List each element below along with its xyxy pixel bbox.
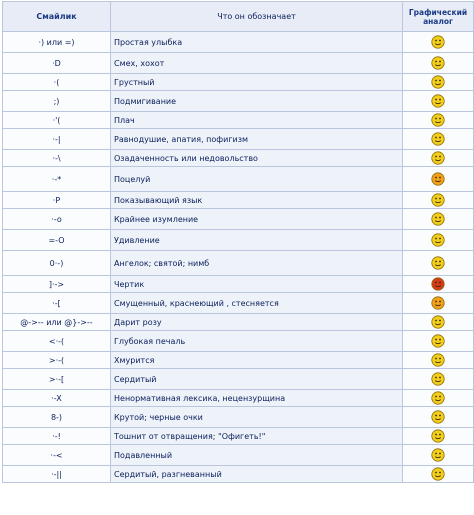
smiley-meaning: Ангелок; святой; нимб	[111, 251, 403, 276]
smiley-code: 8-)	[3, 407, 111, 428]
table-row	[3, 53, 474, 74]
table-row	[3, 167, 474, 192]
table-row	[3, 209, 474, 230]
smiley-icon-cell	[403, 192, 474, 209]
smiley-icon-cell	[403, 369, 474, 390]
smiley-meaning: Ненормативная лексика, нецензурщина	[111, 390, 403, 407]
smiley-icon-cell	[403, 428, 474, 445]
table-row	[3, 230, 474, 251]
table-row	[3, 369, 474, 390]
header-meaning: Что он обозначает	[111, 2, 403, 32]
puzzled-icon	[431, 151, 445, 165]
smiley-meaning: Равнодушие, апатия, пофигизм	[111, 129, 403, 150]
smiley-code: =-O	[3, 230, 111, 251]
smiley-meaning: Крайнее изумление	[111, 209, 403, 230]
smiley-code: ]·->	[3, 276, 111, 293]
smiley-code: >·-[	[3, 369, 111, 390]
smiley-icon-cell	[403, 352, 474, 369]
table-row	[3, 74, 474, 91]
sunglasses-icon	[431, 410, 445, 424]
smiley-icon-cell	[403, 74, 474, 91]
smiley-code: @->-- или @}->--	[3, 314, 111, 331]
table-row	[3, 276, 474, 293]
smiley-icon-cell	[403, 150, 474, 167]
smiley-code: ·-X	[3, 390, 111, 407]
smiley-meaning: Дарит розу	[111, 314, 403, 331]
smiley-icon-cell	[403, 314, 474, 331]
angry-icon	[431, 372, 445, 386]
smiley-meaning: Смущенный, краснеющий , стесняется	[111, 293, 403, 314]
smiley-icon-cell	[403, 293, 474, 314]
smiley-icon-cell	[403, 112, 474, 129]
smiley-meaning: Хмурится	[111, 352, 403, 369]
smiley-meaning: Озадаченность или недовольство	[111, 150, 403, 167]
crying-icon	[431, 113, 445, 127]
table-row	[3, 314, 474, 331]
smiley-code: ;)	[3, 91, 111, 112]
smiley-icon-cell	[403, 331, 474, 352]
blushing-icon	[431, 296, 445, 310]
smiley-meaning: Простая улыбка	[111, 32, 403, 53]
smiley-meaning: Поцелуй	[111, 167, 403, 192]
swearing-icon	[431, 391, 445, 405]
table-header-row	[3, 2, 474, 32]
smiley-icon-cell	[403, 230, 474, 251]
smiley-code: ·-!	[3, 428, 111, 445]
smiley-meaning: Глубокая печаль	[111, 331, 403, 352]
table-row	[3, 390, 474, 407]
header-icon: Графический аналог	[403, 2, 474, 32]
smiley-meaning: Крутой; черные очки	[111, 407, 403, 428]
smiley-meaning: Показывающий язык	[111, 192, 403, 209]
smiley-icon-cell	[403, 466, 474, 483]
table-row	[3, 428, 474, 445]
smiley-code: ·) или =)	[3, 32, 111, 53]
smiley-icon-cell	[403, 167, 474, 192]
smiley-icon-cell	[403, 129, 474, 150]
smileys-table	[2, 1, 474, 483]
sick-icon	[431, 429, 445, 443]
smiley-icon-cell	[403, 407, 474, 428]
smiley-meaning: Тошнит от отвращения; "Офигеть!"	[111, 428, 403, 445]
sad-icon	[431, 75, 445, 89]
smiley-meaning: Смех, хохот	[111, 53, 403, 74]
depressed-icon	[431, 448, 445, 462]
smiley-code: ·-\	[3, 150, 111, 167]
table-row	[3, 32, 474, 53]
smiley-code: ·P	[3, 192, 111, 209]
tongue-icon	[431, 193, 445, 207]
frown-icon	[431, 353, 445, 367]
smiley-icon-cell	[403, 32, 474, 53]
table-row	[3, 112, 474, 129]
table-row	[3, 331, 474, 352]
smiley-code: ·-<	[3, 445, 111, 466]
table-row	[3, 466, 474, 483]
kiss-icon	[431, 172, 445, 186]
smiley-code: ·-[	[3, 293, 111, 314]
table-row	[3, 352, 474, 369]
smiley-meaning: Грустный	[111, 74, 403, 91]
table-row	[3, 293, 474, 314]
smiley-icon-cell	[403, 209, 474, 230]
smiley-code: ·D	[3, 53, 111, 74]
smiley-icon-cell	[403, 445, 474, 466]
table-body	[3, 32, 474, 483]
surprised-icon	[431, 233, 445, 247]
table-row	[3, 407, 474, 428]
indifferent-icon	[431, 132, 445, 146]
deep-sad-icon	[431, 334, 445, 348]
smiley-code: ·-*	[3, 167, 111, 192]
devil-icon	[431, 277, 445, 291]
table-row	[3, 445, 474, 466]
table-row	[3, 91, 474, 112]
smiley-code: ·-||	[3, 466, 111, 483]
wink-icon	[431, 94, 445, 108]
angel-icon	[431, 256, 445, 270]
table-row	[3, 192, 474, 209]
smiley-meaning: Чертик	[111, 276, 403, 293]
smile-icon	[431, 35, 445, 49]
rose-icon	[431, 315, 445, 329]
smiley-icon-cell	[403, 91, 474, 112]
laughing-icon	[431, 56, 445, 70]
smiley-icon-cell	[403, 276, 474, 293]
smiley-meaning: Сердитый, разгневанный	[111, 466, 403, 483]
smiley-meaning: Сердитый	[111, 369, 403, 390]
table-row	[3, 251, 474, 276]
smiley-icon-cell	[403, 390, 474, 407]
smiley-icon-cell	[403, 251, 474, 276]
smiley-icon-cell	[403, 53, 474, 74]
smiley-code: ·(	[3, 74, 111, 91]
header-code: Смайлик	[3, 2, 111, 32]
smiley-meaning: Подмигивание	[111, 91, 403, 112]
table-row	[3, 150, 474, 167]
furious-icon	[431, 467, 445, 481]
smiley-code: ·'(	[3, 112, 111, 129]
smiley-code: >·-(	[3, 352, 111, 369]
table-row	[3, 129, 474, 150]
smiley-meaning: Удивление	[111, 230, 403, 251]
smiley-meaning: Подавленный	[111, 445, 403, 466]
shocked-icon	[431, 212, 445, 226]
smiley-code: ·-o	[3, 209, 111, 230]
smiley-code: ·-|	[3, 129, 111, 150]
smiley-meaning: Плач	[111, 112, 403, 129]
smiley-code: 0·-)	[3, 251, 111, 276]
smiley-code: <·-(	[3, 331, 111, 352]
